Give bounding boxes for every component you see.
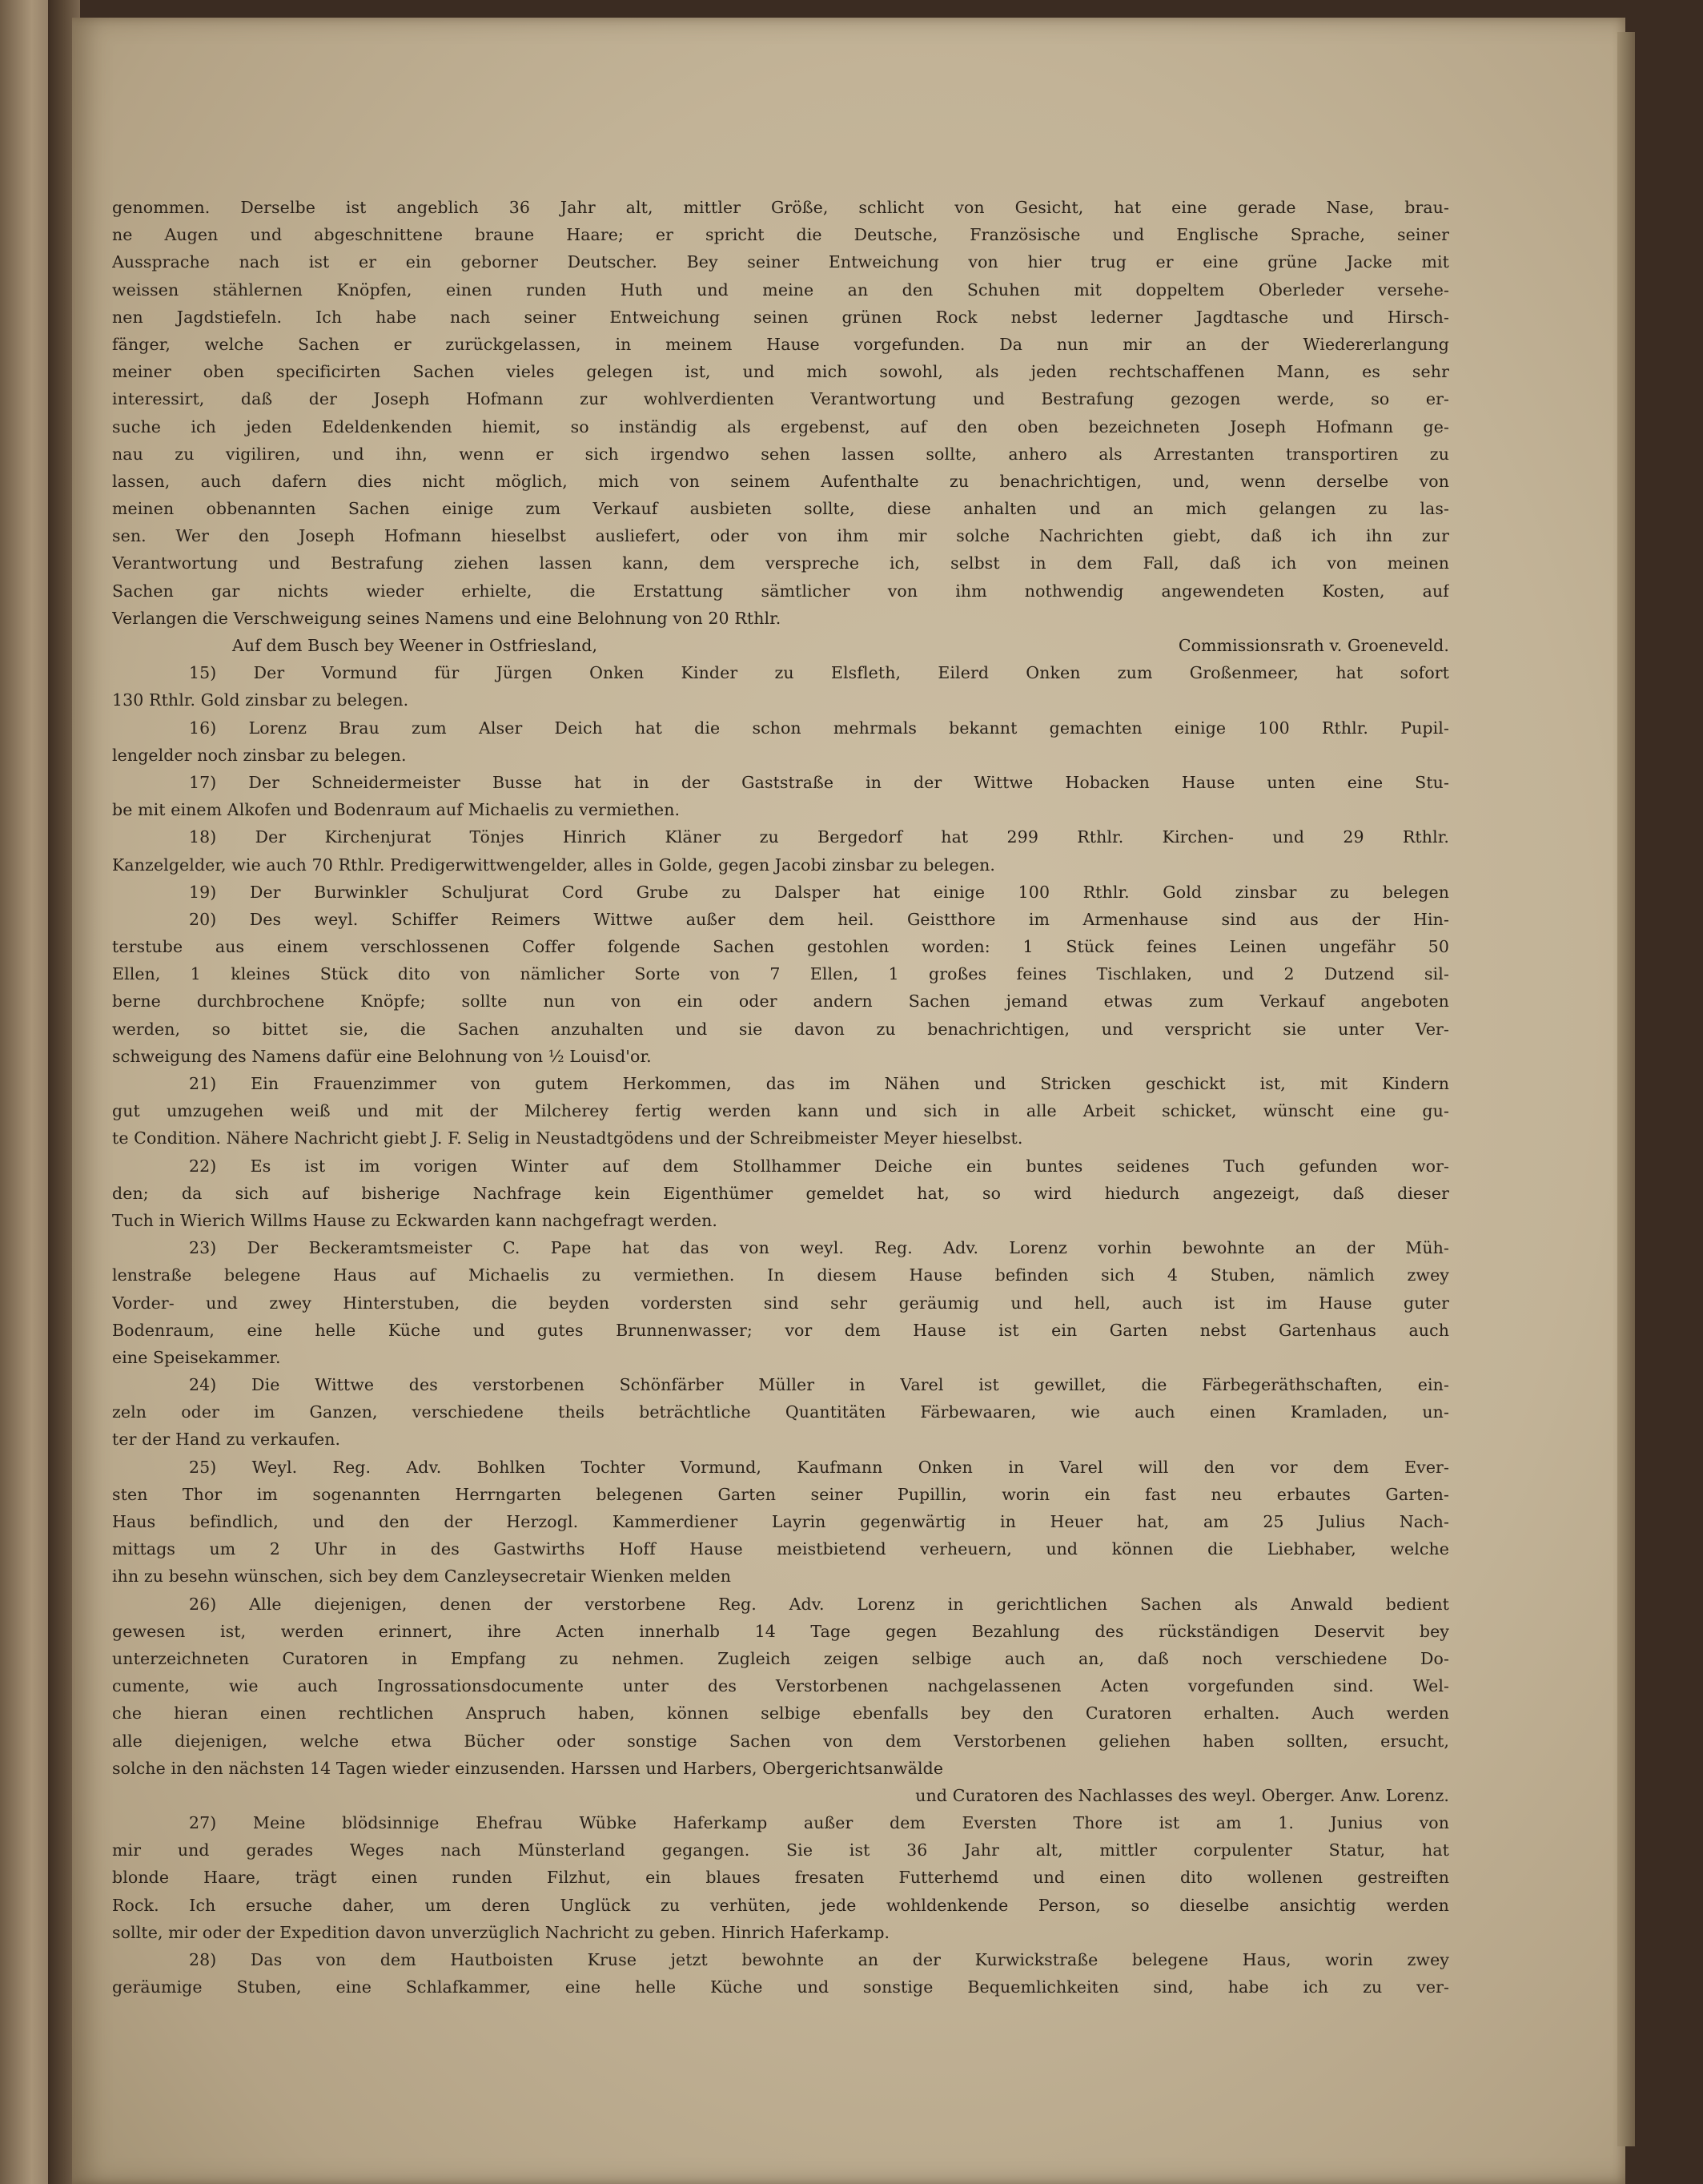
text-line: 20) Des weyl. Schiffer Reimers Wittwe außer dem heil. Geistthore im Armenhause sind aus der Hin- bbox=[189, 909, 1449, 929]
text-line: den; da sich auf bisherige Nachfrage kein Eigenthümer gemeldet hat, so wird hiedurch angezeigt, daß dieser bbox=[112, 1183, 1449, 1203]
text-line: ter der Hand zu verkaufen. bbox=[112, 1430, 341, 1450]
text-line: Kanzelgelder, wie auch 70 Rthlr. Predigerwittwengelder, alles in Golde, gegen Jacobi zinsbar zu belegen. bbox=[112, 855, 996, 875]
text-line: lenstraße belegene Haus auf Michaelis zu vermiethen. In diesem Hause befinden sich 4 Stuben, nämlich zwey bbox=[112, 1265, 1449, 1285]
text-line: 18) Der Kirchenjurat Tönjes Hinrich Kläner zu Bergedorf hat 299 Rthlr. Kirchen- und 29 Rthlr. bbox=[189, 827, 1449, 847]
text-line: sten Thor im sogenannten Herrngarten belegenen Garten seiner Pupillin, worin ein fast neu erbautes Garten- bbox=[112, 1484, 1449, 1504]
text-line: nen Jagdstiefeln. Ich habe nach seiner Entweichung seinen grünen Rock nebst lederner Jagdtasche und Hirsch- bbox=[112, 307, 1449, 327]
body-text bbox=[112, 194, 1449, 2001]
text-line: unterzeichneten Curatoren in Empfang zu nehmen. Zugleich zeigen selbige auch an, daß noch verschiedene Do- bbox=[112, 1648, 1449, 1668]
text-line: che hieran einen rechtlichen Anspruch haben, können selbige ebenfalls bey den Curatoren erhalten. Auch werden bbox=[112, 1703, 1449, 1723]
text-line: Aussprache nach ist er ein geborner Deutscher. Bey seiner Entweichung von hier trug er eine grüne Jacke mit bbox=[112, 252, 1449, 272]
text-line: interessirt, daß der Joseph Hofmann zur wohlverdienten Verantwortung und Bestrafung gezogen werde, so er- bbox=[112, 389, 1449, 409]
text-line: Tuch in Wierich Willms Hause zu Eckwarden kann nachgefragt werden. bbox=[112, 1210, 718, 1230]
text-line: 21) Ein Frauenzimmer von gutem Herkommen, das im Nähen und Stricken geschickt ist, mit Kindern bbox=[189, 1074, 1449, 1093]
text-line: weissen stählernen Knöpfen, einen runden Huth und meine an den Schuhen mit doppeltem Oberleder versehe- bbox=[112, 280, 1449, 300]
text-line: 17) Der Schneidermeister Busse hat in der Gaststraße in der Wittwe Hobacken Hause unten eine Stu- bbox=[189, 772, 1449, 792]
text-line: 19) Der Burwinkler Schuljurat Cord Grube zu Dalsper hat einige 100 Rthlr. Gold zinsbar zu belegen bbox=[189, 882, 1449, 902]
text-line: blonde Haare, trägt einen runden Filzhut, ein blaues fresaten Futterhemd und einen dito wollenen gestreiften bbox=[112, 1868, 1449, 1888]
text-line: geräumige Stuben, eine Schlafkammer, eine helle Küche und sonstige Bequemlichkeiten sind, habe ich zu ver- bbox=[112, 1977, 1449, 1997]
text-line: gut umzugehen weiß und mit der Milcherey fertig werden kann und sich in alle Arbeit schicket, wünscht eine gu- bbox=[112, 1101, 1449, 1121]
text-line: Verantwortung und Bestrafung ziehen lassen kann, dem verspreche ich, selbst in dem Fall, daß ich von meinen bbox=[112, 553, 1449, 573]
text-line: meinen obbenannten Sachen einige zum Verkauf ausbieten sollte, diese anhalten und an mich gelangen zu las- bbox=[112, 499, 1449, 519]
text-line: Bodenraum, eine helle Küche und gutes Brunnenwasser; vor dem Hause ist ein Garten nebst Gartenhaus auch bbox=[112, 1320, 1449, 1340]
text-line: sen. Wer den Joseph Hofmann hieselbst ausliefert, oder von ihm mir solche Nachrichten giebt, daß ich ihn zur bbox=[112, 526, 1449, 546]
text-line: 27) Meine blödsinnige Ehefrau Wübke Haferkamp außer dem Eversten Thore ist am 1. Junius von bbox=[189, 1813, 1449, 1833]
text-line: 22) Es ist im vorigen Winter auf dem Stollhammer Deiche ein buntes seidenes Tuch gefunden wor- bbox=[189, 1156, 1449, 1176]
text-line: nau zu vigiliren, und ihn, wenn er sich irgendwo sehen lassen sollte, anhero als Arrestanten transportiren zu bbox=[112, 444, 1449, 464]
text-line: alle diejenigen, welche etwa Bücher oder sonstige Sachen von dem Verstorbenen geliehen haben sollten, ersucht, bbox=[112, 1731, 1449, 1751]
signature-line bbox=[112, 632, 1449, 659]
text-line: Rock. Ich ersuche daher, um deren Unglück zu verhüten, jede wohldenkende Person, so dieselbe ansichtig werden bbox=[112, 1895, 1449, 1915]
text-line: Vorder- und zwey Hinterstuben, die beyden vordersten sind sehr geräumig und hell, auch ist im Hause guter bbox=[112, 1293, 1449, 1313]
text-line: 130 Rthlr. Gold zinsbar zu belegen. bbox=[112, 690, 409, 710]
text-line: sollte, mir oder der Expedition davon unverzüglich Nachricht zu geben. Hinrich Haferkamp. bbox=[112, 1922, 890, 1942]
text-line: te Condition. Nähere Nachricht giebt J. F. Selig in Neustadtgödens und der Schreibmeister Meyer hieselbst. bbox=[112, 1128, 1023, 1148]
text-line: 25) Weyl. Reg. Adv. Bohlken Tochter Vormund, Kaufmann Onken in Varel will den vor dem Ever- bbox=[189, 1457, 1449, 1477]
text-line: eine Speisekammer. bbox=[112, 1347, 281, 1367]
text-line: solche in den nächsten 14 Tagen wieder einzusenden. Harssen und Harbers, Obergerichtsanwälde bbox=[112, 1758, 944, 1778]
text-line: 16) Lorenz Brau zum Alser Deich hat die schon mehrmals bekannt gemachten einige 100 Rthlr. Pupil- bbox=[189, 718, 1449, 738]
text-line: cumente, wie auch Ingrossationsdocumente unter des Verstorbenen nachgelassenen Acten vorgefunden sind. Wel- bbox=[112, 1676, 1449, 1696]
text-line: 15) Der Vormund für Jürgen Onken Kinder zu Elsfleth, Eilerd Onken zum Großenmeer, hat sofort bbox=[189, 663, 1449, 683]
text-line: schweigung des Namens dafür eine Belohnung von ½ Louisd'or. bbox=[112, 1046, 652, 1066]
text-line: 23) Der Beckeramtsmeister C. Pape hat das von weyl. Reg. Adv. Lorenz vorhin bewohnte an der Müh- bbox=[189, 1238, 1449, 1258]
text-line: Ellen, 1 kleines Stück dito von nämlicher Sorte von 7 Ellen, 1 großes feines Tischlaken, und 2 Dutzend sil- bbox=[112, 964, 1449, 984]
text-line: gewesen ist, werden erinnert, ihre Acten innerhalb 14 Tage gegen Bezahlung des rückständigen Deservit bey bbox=[112, 1621, 1449, 1641]
text-line: ihn zu besehn wünschen, sich bey dem Canzleysecretair Wienken melden bbox=[112, 1567, 732, 1587]
text-line: suche ich jeden Edeldenkenden hiemit, so inständig als ergebenst, auf den oben bezeichneten Joseph Hofmann ge- bbox=[112, 416, 1449, 436]
text-line: Haus befindlich, und den der Herzogl. Kammerdiener Layrin gegenwärtig in Heuer hat, am 25 Julius Nach- bbox=[112, 1512, 1449, 1531]
text-line: meiner oben specificirten Sachen vieles gelegen ist, und mich sowohl, als jeden rechtschaffenen Mann, es sehr bbox=[112, 362, 1449, 382]
text-line: genommen. Derselbe ist angeblich 36 Jahr alt, mittler Größe, schlicht von Gesicht, hat eine gerade Nase, brau- bbox=[112, 198, 1449, 217]
text-line: be mit einem Alkofen und Bodenraum auf Michaelis zu vermiethen. bbox=[112, 800, 681, 820]
text-line: ne Augen und abgeschnittene braune Haare; er spricht die Deutsche, Französische und Englische Sprache, seiner bbox=[112, 225, 1449, 245]
text-line: lengelder noch zinsbar zu belegen. bbox=[112, 745, 407, 765]
text-line: terstube aus einem verschlossenen Coffer folgende Sachen gestohlen worden: 1 Stück feines Leinen ungefähr 50 bbox=[112, 937, 1449, 957]
text-line: 26) Alle diejenigen, denen der verstorbene Reg. Adv. Lorenz in gerichtlichen Sachen als Anwald bedient bbox=[189, 1594, 1449, 1614]
text-line: und Curatoren des Nachlasses des weyl. Oberger. Anw. Lorenz. bbox=[915, 1785, 1449, 1805]
text-line: Sachen gar nichts wieder erhielte, die Erstattung sämtlicher von ihm nothwendig angewendeten Kosten, auf bbox=[112, 581, 1449, 601]
text-line: 24) Die Wittwe des verstorbenen Schönfärber Müller in Varel ist gewillet, die Färbegeräthschaften, ein- bbox=[189, 1375, 1449, 1395]
signature-name: Commissionsrath v. Groeneveld. bbox=[1178, 636, 1449, 655]
text-line: fänger, welche Sachen er zurückgelassen, in meinem Hause vorgefunden. Da nun mir an der Wiedererlangung bbox=[112, 334, 1449, 354]
text-line: mir und gerades Weges nach Münsterland gegangen. Sie ist 36 Jahr alt, mittler corpulenter Statur, hat bbox=[112, 1840, 1449, 1860]
signature-place: Auf dem Busch bey Weener in Ostfriesland, bbox=[232, 636, 598, 655]
text-line: berne durchbrochene Knöpfe; sollte nun von ein oder andern Sachen jemand etwas zum Verkauf angeboten bbox=[112, 991, 1449, 1012]
text-line: mittags um 2 Uhr in des Gastwirths Hoff Hause meistbietend verheuern, und können die Liebhaber, welche bbox=[112, 1539, 1449, 1559]
text-line: lassen, auch dafern dies nicht möglich, mich von seinem Aufenthalte zu benachrichtigen, und, wenn derselbe von bbox=[112, 471, 1449, 491]
text-line: 28) Das von dem Hautboisten Kruse jetzt bewohnte an der Kurwickstraße belegene Haus, worin zwey bbox=[189, 1950, 1449, 1969]
text-line: werden, so bittet sie, die Sachen anzuhalten und sie davon zu benachrichtigen, und verspricht sie unter Ver- bbox=[112, 1019, 1449, 1039]
page-right-edge bbox=[1617, 32, 1635, 2146]
text-line: Verlangen die Verschweigung seines Namens und eine Belohnung von 20 Rthlr. bbox=[112, 608, 781, 628]
text-line: zeln oder im Ganzen, verschiedene theils beträchtliche Quantitäten Färbewaaren, wie auch einen Kramladen, un- bbox=[112, 1402, 1449, 1422]
